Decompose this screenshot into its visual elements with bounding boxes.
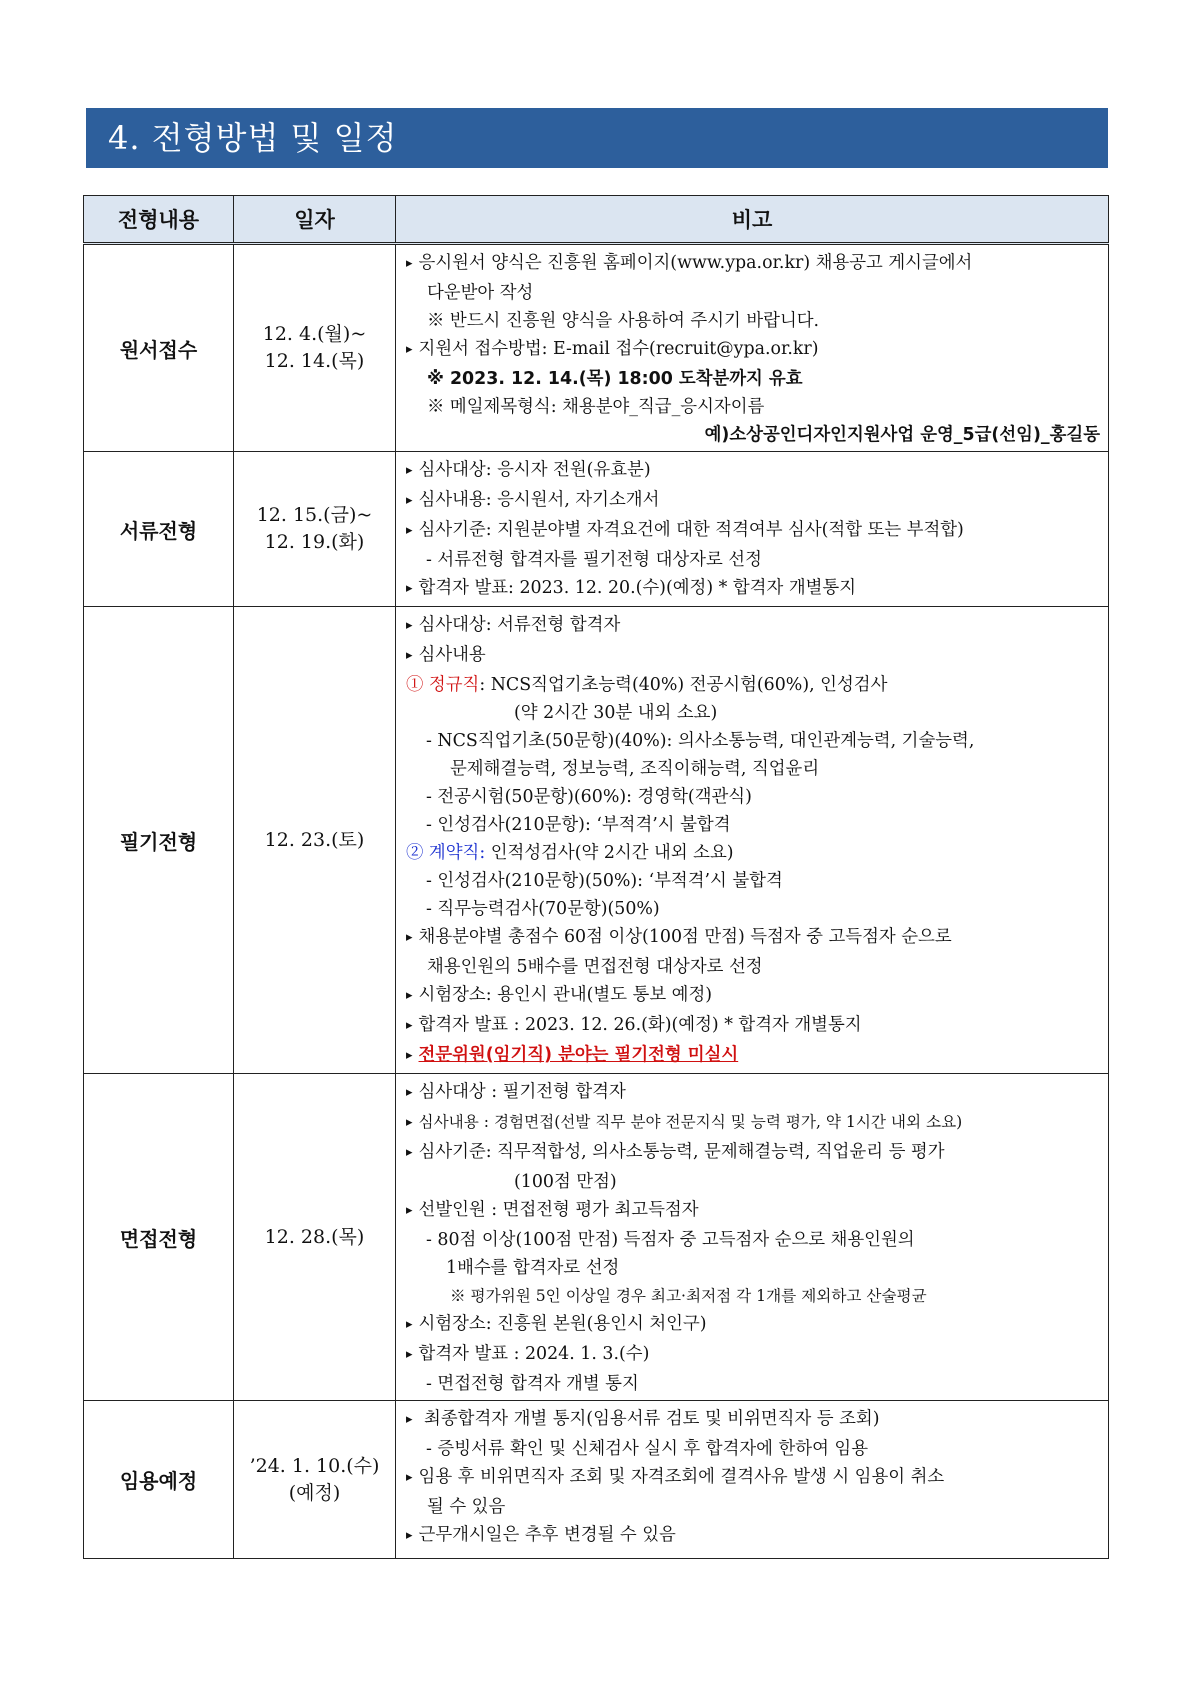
note-line: - 증빙서류 확인 및 신체검사 실시 후 합격자에 한하여 임용 xyxy=(426,1439,869,1459)
header-date: 일자 xyxy=(234,196,396,244)
note-line: ▸ 임용 후 비위면직자 조회 및 자격조회에 결격사유 발생 시 임용이 취소 xyxy=(406,1463,1100,1493)
note-line: - 전공시험(50문항)(60%): 경영학(객관식) xyxy=(426,787,752,807)
note-line xyxy=(406,1108,1100,1138)
note-line xyxy=(406,671,1100,699)
note-line: ▸ 심사기준: 직무적합성, 의사소통능력, 문제해결능력, 직업윤리 등 평가 xyxy=(406,1138,1100,1168)
header-stage: 전형내용 xyxy=(84,196,234,244)
section-title: 4. 전형방법 및 일정 xyxy=(86,108,1108,168)
note-line: - 서류전형 합격자를 필기전형 대상자로 선정 xyxy=(426,550,762,570)
note-line: ▸ 근무개시일은 추후 변경될 수 있음 xyxy=(406,1521,1100,1551)
date-line: ’24. 1. 10.(수) xyxy=(249,1454,380,1477)
note-line: ▸ 심사대상: 응시자 전원(유효분) xyxy=(406,456,1100,486)
note-text: 심사내용 : 경험면접(선발 직무 분야 전문지식 및 능력 평가, 약 1시간 내외 소요) xyxy=(418,1113,963,1131)
note-line: ※ 메일제목형식: 채용분야_직급_응시자이름 xyxy=(427,397,765,417)
table-header-row xyxy=(84,196,1109,244)
note-line: 1배수를 합격자로 선정 xyxy=(446,1258,620,1278)
note-line: ※ 반드시 진흥원 양식을 사용하여 주시기 바랍니다. xyxy=(427,311,820,331)
date-line: 12. 4.(월)~ xyxy=(262,323,367,345)
table-row xyxy=(84,1074,1109,1401)
date-cell xyxy=(234,1401,396,1559)
notes-cell xyxy=(396,452,1109,607)
notes-cell xyxy=(396,1074,1109,1401)
note-line: ※ 2023. 12. 14.(목) 18:00 도착분까지 유효 xyxy=(427,369,803,389)
note-line: - 80점 이상(100점 만점) 득점자 중 고득점자 순으로 채용인원의 xyxy=(426,1230,915,1250)
date-cell xyxy=(234,244,396,452)
note-line: ▸ 최종합격자 개별 통지(임용서류 검토 및 비위면직자 등 조회) xyxy=(406,1405,1100,1435)
note-line: - 직무능력검사(70문항)(50%) xyxy=(426,899,660,919)
schedule-table xyxy=(83,195,1109,1559)
note-line: 채용인원의 5배수를 면접전형 대상자로 선정 xyxy=(427,957,763,977)
note-line: ▸ 시험장소: 용인시 관내(별도 통보 예정) xyxy=(406,981,1100,1011)
note-line: 될 수 있음 xyxy=(427,1497,506,1517)
note-line: (100점 만점) xyxy=(514,1172,617,1192)
note-line: ▸ 합격자 발표: 2023. 12. 20.(수)(예정) * 합격자 개별통지 xyxy=(406,574,1100,604)
notes-cell xyxy=(396,244,1109,452)
date-line: 12. 15.(금)~ xyxy=(256,504,373,526)
stage-cell: 필기전형 xyxy=(84,607,234,1074)
note-line: 예)소상공인디자인지원사업 운영_5급(선임)_홍길동 xyxy=(704,425,1100,445)
note-line: - 인성검사(210문항)(50%): ‘부적격’시 불합격 xyxy=(426,871,783,891)
note-line: ※ 평가위원 5인 이상일 경우 최고·최저점 각 1개를 제외하고 산술평균 xyxy=(450,1287,927,1305)
date-line: 12. 23.(토) xyxy=(264,828,365,851)
note-line: ▸ 시험장소: 진흥원 본원(용인시 처인구) xyxy=(406,1310,1100,1340)
note-text: : NCS직업기초능력(40%) 전공시험(60%), 인성검사 xyxy=(479,675,888,695)
note-line: - 면접전형 합격자 개별 통지 xyxy=(426,1374,639,1394)
table-row xyxy=(84,452,1109,607)
date-line: (예정) xyxy=(288,1481,341,1504)
stage-cell: 원서접수 xyxy=(84,244,234,452)
date-cell xyxy=(234,452,396,607)
note-line xyxy=(406,839,1100,867)
note-line: ▸ 합격자 발표 : 2024. 1. 3.(수) xyxy=(406,1340,1100,1370)
note-line: ▸ 심사기준: 지원분야별 자격요건에 대한 적격여부 심사(적합 또는 부적합) xyxy=(406,516,1100,546)
note-line: 다운받아 작성 xyxy=(427,283,534,303)
note-text: 인적성검사(약 2시간 내외 소요) xyxy=(485,843,734,863)
table-row xyxy=(84,1401,1109,1559)
table-row xyxy=(84,607,1109,1074)
stage-cell: 면접전형 xyxy=(84,1074,234,1401)
note-line: ▸ 심사대상: 서류전형 합격자 xyxy=(406,611,1100,641)
notes-cell xyxy=(396,607,1109,1074)
date-cell xyxy=(234,607,396,1074)
header-notes: 비고 xyxy=(396,196,1109,244)
note-line: - NCS직업기초(50문항)(40%): 의사소통능력, 대인관계능력, 기술능력, xyxy=(426,731,975,751)
note-line: ▸ 심사내용 xyxy=(406,641,1100,671)
note-line: ▸ 응시원서 양식은 진흥원 홈페이지(www.ypa.or.kr) 채용공고 게시글에서 xyxy=(406,249,1100,279)
notes-cell xyxy=(396,1401,1109,1559)
note-line: 문제해결능력, 정보능력, 조직이해능력, 직업윤리 xyxy=(450,759,820,779)
note-line: ▸ 채용분야별 총점수 60점 이상(100점 만점) 득점자 중 고득점자 순으로 xyxy=(406,923,1100,953)
note-line: (약 2시간 30분 내외 소요) xyxy=(514,703,718,723)
note-line: - 인성검사(210문항): ‘부적격’시 불합격 xyxy=(426,815,731,835)
note-line: ▸ 합격자 발표 : 2023. 12. 26.(화)(예정) * 합격자 개별통지 xyxy=(406,1011,1100,1041)
stage-cell: 임용예정 xyxy=(84,1401,234,1559)
note-line: ▸ 심사대상 : 필기전형 합격자 xyxy=(406,1078,1100,1108)
written-exam-exception: 전문위원(임기직) 분야는 필기전형 미실시 xyxy=(418,1045,739,1065)
stage-cell: 서류전형 xyxy=(84,452,234,607)
contract-label: ② 계약직: xyxy=(406,843,486,863)
note-line: ▸ 지원서 접수방법: E-mail 접수(recruit@ypa.or.kr) xyxy=(406,335,1100,365)
note-line: ▸ 심사내용: 응시원서, 자기소개서 xyxy=(406,486,1100,516)
date-line: 12. 14.(목) xyxy=(264,350,365,372)
permanent-label: ① 정규직 xyxy=(406,675,480,695)
date-line: 12. 28.(목) xyxy=(264,1225,365,1248)
table-row xyxy=(84,244,1109,452)
note-line xyxy=(406,1041,1100,1071)
note-line: ▸ 선발인원 : 면접전형 평가 최고득점자 xyxy=(406,1196,1100,1226)
date-line: 12. 19.(화) xyxy=(264,531,365,553)
date-cell xyxy=(234,1074,396,1401)
